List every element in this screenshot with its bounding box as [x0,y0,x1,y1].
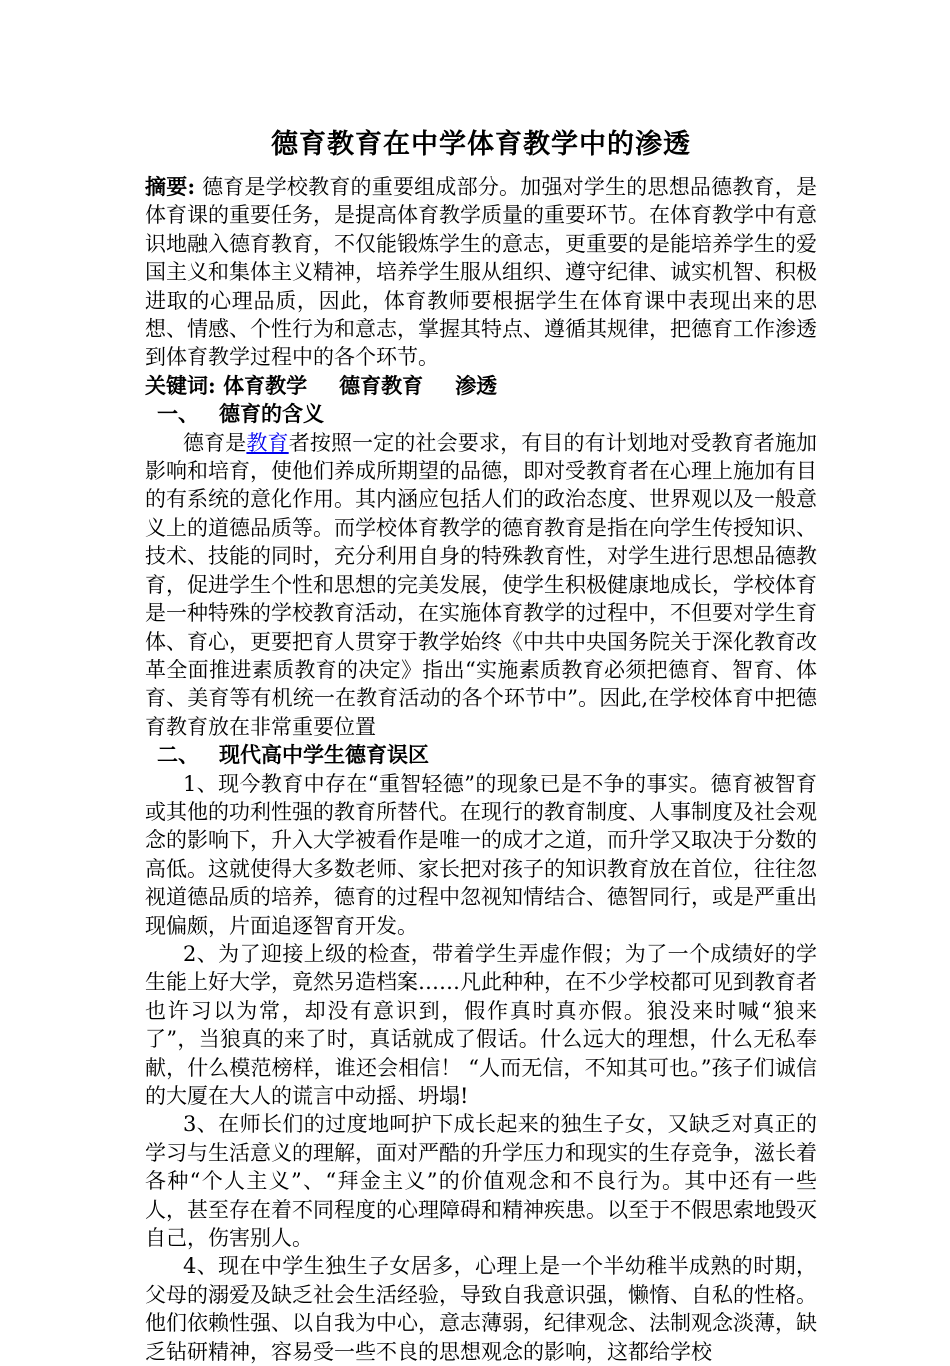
section-2-number: 二、 [157,742,199,768]
section-1-heading [145,400,817,428]
abstract-label: 摘要: [145,174,196,199]
section-2-paragraph-2: 2、为了迎接上级的检查，带着学生弄虚作假；为了一个成绩好的学生能上好大学，竟然另造档案……凡此种种，在不少学校都可见到教育者也许习以为常，却没有意识到，假作真时真亦假。狼没来时喊“狼来了”，当狼真的来了时，真话就成了假话。什么远大的理想，什么无私奉献，什么模范榜样，谁还会相信！ “人而无信，不知其可也。”孩子们诚信的大厦在大人的谎言中动摇、坍塌! [145,941,817,1108]
keywords-line [145,372,817,400]
section-2-title: 现代高中学生德育误区 [219,742,429,768]
keyword-3: 渗透 [455,372,498,398]
abstract-paragraph [145,173,817,372]
abstract-text: 德育是学校教育的重要组成部分。加强对学生的思想品德教育，是体育课的重要任务，是提高体育教学质量的重要环节。在体育教学中有意识地融入德育教育，不仅能锻炼学生的意志，更重要的是能培养学生的爱国主义和集体主义精神，培养学生服从组织、遵守纪律、诚实机智、积极进取的心理品质，因此，体育教师要根据学生在体育课中表现出来的思想、情感、个性行为和意志，掌握其特点、遵循其规律，把德育工作渗透到体育教学过程中的各个环节。 [145,175,817,370]
section-1-paragraph [145,429,817,741]
section-1-number: 一、 [157,401,199,427]
section-2-paragraph-3: 3、在师长们的过度地呵护下成长起来的独生子女，又缺乏对真正的学习与生活意义的理解，面对严酷的升学压力和现实的生存竞争，滋长着各种“个人主义”、“拜金主义”的价值观念和不良行为。其中还有一些人，甚至存在着不同程度的心理障碍和精神疾患。以至于不假思索地毁灭自己，伤害别人。 [145,1112,817,1251]
document-title: 德育教育在中学体育教学中的渗透 [271,129,691,160]
keyword-2: 德育教育 [339,372,424,398]
section-1-text-rest: 者按照一定的社会要求，有目的有计划地对受教育者施加影响和培育，使他们养成所期望的品德，即对受教育者在心理上施加有目的有系统的意化作用。其内涵应包括人们的政治态度、世界观以及一般意义上的道德品质等。而学校体育教学的德育教育是指在向学生传授知识、技术、技能的同时，充分利用自身的特殊教育性，对学生进行思想品德教育，促进学生个性和思想的完美发展，使学生积极健康地成长，学校体育是一种特殊的学校教育活动，在实施体育教学的过程中，不但要对学生育体、育心，更要把育人贯穿于教学始终《中共中央国务院关于深化教育改革全面推进素质教育的决定》指出“实施素质教育必须把德育、智育、体育、美育等有机统一在教育活动的各个环节中”。因此,在学校体育中把德育教育放在非常重要位置 [145,430,818,739]
education-link[interactable]: 教育 [246,430,289,455]
keyword-1: 体育教学 [223,372,308,398]
section-2-heading [145,741,817,769]
section-1-title: 德育的含义 [219,401,324,427]
section-2-paragraph-4: 4、现在中学生独生子女居多，心理上是一个半幼稚半成熟的时期，父母的溺爱及缺乏社会生活经验，导致自我意识强，懒惰、自私的性格。他们依赖性强、以自我为中心，意志薄弱，纪律观念、法制观念淡薄，缺乏钻研精神，容易受一些不良的思想观念的影响，这都给学校 [145,1254,817,1364]
section-2-paragraph-1: 1、现今教育中存在“重智轻德”的现象已是不争的事实。德育被智育或其他的功利性强的教育所替代。在现行的教育制度、人事制度及社会观念的影响下，升入大学被看作是唯一的成才之道，而升学又取决于分数的高低。这就使得大多数老师、家长把对孩子的知识教育放在首位，往往忽视道德品质的培养，德育的过程中忽视知情结合、德智同行，或是严重出现偏颇，片面追逐智育开发。 [145,771,817,938]
document-page [145,126,817,1366]
keywords-label: 关键词: [145,372,216,398]
section-1-text-start: 德育是 [183,430,247,455]
